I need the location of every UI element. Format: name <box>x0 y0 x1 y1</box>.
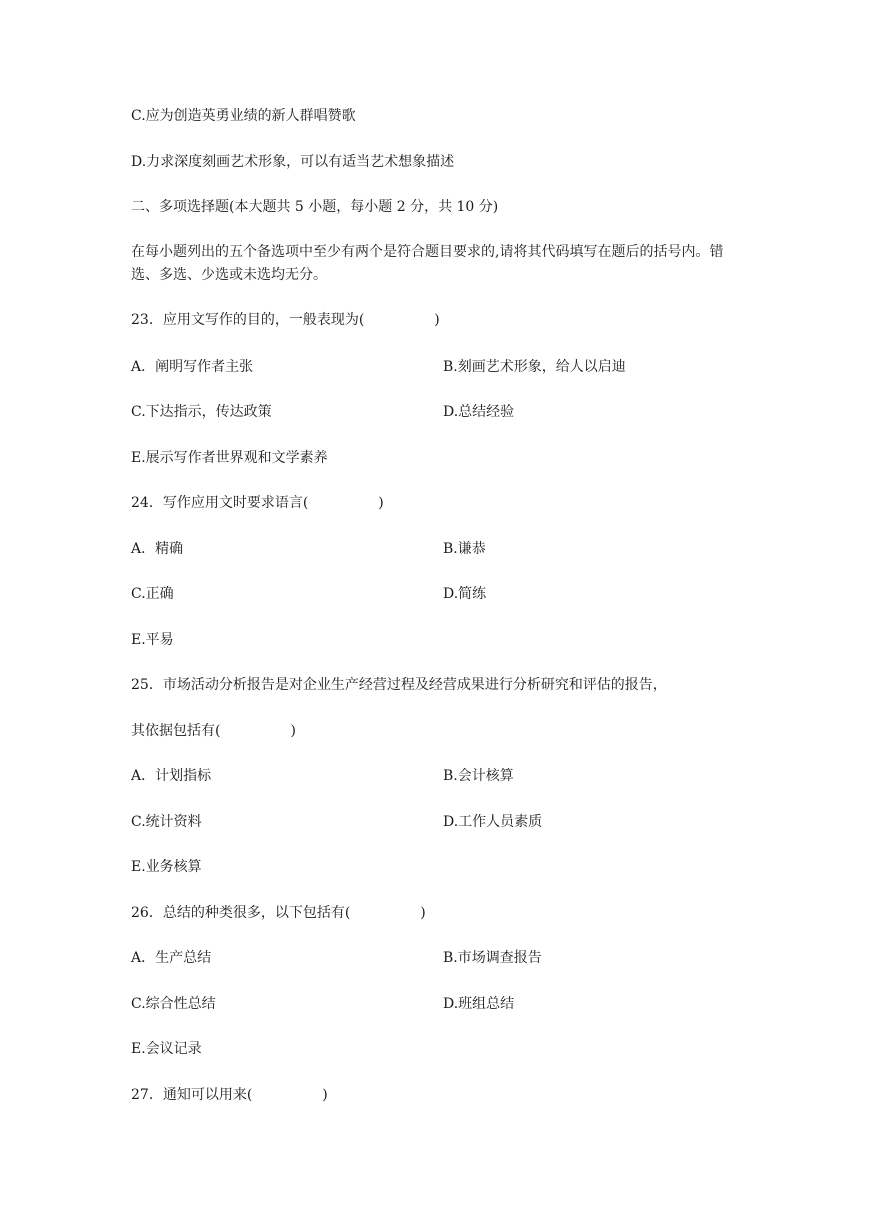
question-24-option-c: C.正确 <box>131 586 174 602</box>
option-c-prev-question: C.应为创造英勇业绩的新人群唱赞歌 <box>131 108 356 124</box>
question-23-option-a: A．阐明写作者主张 <box>131 359 254 375</box>
question-24-option-e: E.平易 <box>131 632 174 648</box>
question-23-stem: 23．应用文写作的目的，一般表现为( ) <box>131 312 440 328</box>
question-23-option-e: E.展示写作者世界观和文学素养 <box>131 450 328 466</box>
question-24-option-d: D.简练 <box>443 586 487 602</box>
question-25-option-e: E.业务核算 <box>131 859 202 875</box>
section-heading: 二、多项选择题(本大题共 5 小题，每小题 2 分，共 10 分) <box>131 199 499 215</box>
question-23-option-b: B.刻画艺术形象，给人以启迪 <box>443 359 626 375</box>
question-24-option-b: B.谦恭 <box>443 541 486 557</box>
section-instruction: 在每小题列出的五个备选项中至少有两个是符合题目要求的,请将其代码填写在题后的括号内。错选、多选、少选或未选均无分。 <box>131 244 724 283</box>
question-25-option-b: B.会计核算 <box>443 768 514 784</box>
question-26-option-b: B.市场调查报告 <box>443 950 542 966</box>
question-25-stem: 25．市场活动分析报告是对企业生产经营过程及经营成果进行分析研究和评估的报告， <box>131 677 667 693</box>
question-24-stem: 24．写作应用文时要求语言( ) <box>131 495 384 511</box>
question-25-option-d: D.工作人员素质 <box>443 814 543 830</box>
question-27-stem: 27．通知可以用来( ) <box>131 1087 328 1103</box>
question-26-stem: 26．总结的种类很多，以下包括有( ) <box>131 905 426 921</box>
question-26-option-a: A．生产总结 <box>131 950 212 966</box>
question-24-option-a: A．精确 <box>131 541 184 557</box>
question-23-option-d: D.总结经验 <box>443 404 515 420</box>
question-25-option-a: A．计划指标 <box>131 768 212 784</box>
question-26-option-d: D.班组总结 <box>443 996 515 1012</box>
question-26-option-c: C.综合性总结 <box>131 996 216 1012</box>
question-25-stem-continued: 其依据包括有( ) <box>131 723 296 739</box>
question-25-option-c: C.统计资料 <box>131 814 202 830</box>
question-26-option-e: E.会议记录 <box>131 1041 202 1057</box>
question-23-option-c: C.下达指示，传达政策 <box>131 404 272 420</box>
option-d-prev-question: D.力求深度刻画艺术形象，可以有适当艺术想象描述 <box>131 154 455 170</box>
